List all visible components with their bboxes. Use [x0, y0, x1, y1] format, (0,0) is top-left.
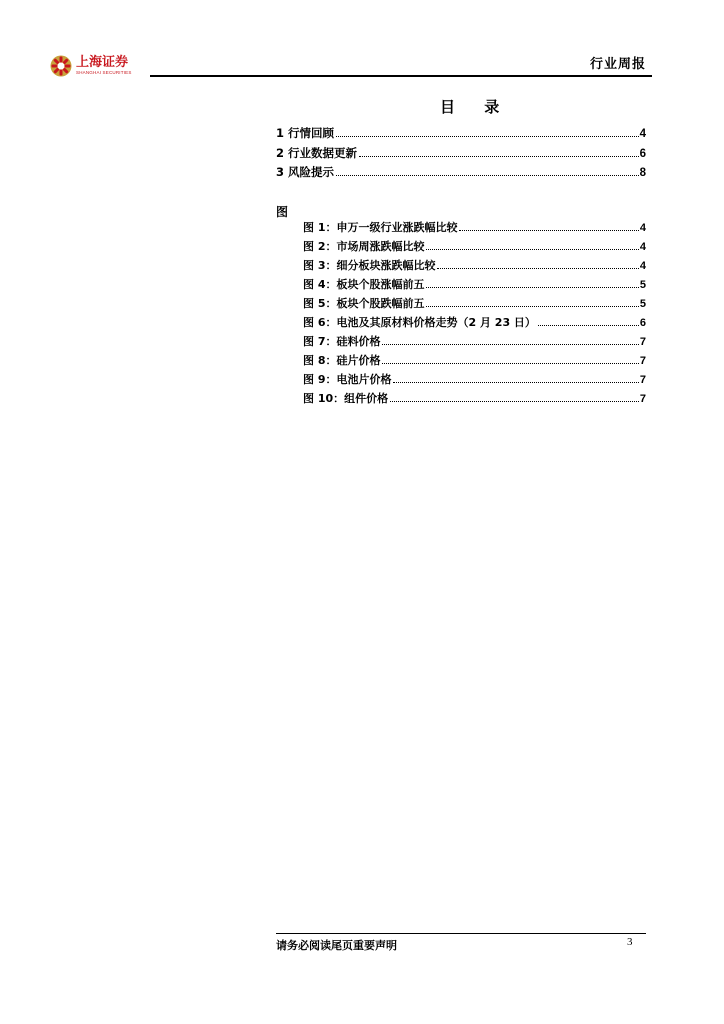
figure-entry[interactable]: [303, 219, 646, 238]
figure-leader-dots: [538, 324, 639, 326]
figure-entry-page: 6: [639, 317, 646, 329]
toc-leader-dots: [359, 155, 639, 157]
figure-entry-label: 图 2：市场周涨跌幅比较: [303, 240, 425, 253]
figure-entry-page: 5: [639, 298, 646, 310]
toc-entry[interactable]: [276, 125, 646, 145]
figure-entry[interactable]: [303, 238, 646, 257]
company-logo: [50, 55, 132, 77]
figure-leader-dots: [459, 229, 638, 231]
logo-chinese-name: 上海证券: [76, 55, 129, 71]
figure-entry-label: 图 7：硅料价格: [303, 335, 381, 348]
page-header: [0, 0, 724, 80]
figure-list-heading: 图: [276, 205, 289, 219]
figure-leader-dots: [390, 400, 639, 402]
figure-entry[interactable]: [303, 371, 646, 390]
toc-leader-dots: [336, 135, 639, 137]
toc-list: [276, 125, 646, 184]
figure-leader-dots: [382, 362, 638, 364]
figure-entry-page: 7: [639, 355, 646, 367]
figure-leader-dots: [382, 343, 638, 345]
figure-entry[interactable]: [303, 390, 646, 409]
toc-leader-dots: [336, 174, 639, 176]
figure-entry-page: 4: [639, 260, 646, 272]
figure-entry[interactable]: [303, 295, 646, 314]
figure-entry-label: 图 1：申万一级行业涨跌幅比较: [303, 221, 458, 234]
toc-entry-label: 2 行业数据更新: [276, 145, 358, 160]
figure-entry-page: 4: [639, 222, 646, 234]
figure-entry-label: 图 4：板块个股涨幅前五: [303, 278, 425, 291]
figure-entry[interactable]: [303, 314, 646, 333]
header-divider: [150, 75, 652, 77]
toc-entry-label: 1 行情回顾: [276, 126, 335, 140]
footer-divider: [276, 933, 646, 934]
toc-entry-page: 8: [639, 167, 646, 179]
toc-entry-page: 4: [639, 128, 646, 140]
figure-entry-page: 5: [639, 279, 646, 291]
figure-leader-dots: [426, 248, 638, 250]
toc-entry[interactable]: [276, 164, 646, 184]
figure-leader-dots: [426, 305, 638, 307]
figure-entry-label: 图 3：细分板块涨跌幅比较: [303, 259, 436, 272]
page-number: 3: [627, 936, 633, 948]
logo-english-name: SHANGHAI SECURITIES: [76, 70, 132, 76]
figure-entry[interactable]: [303, 257, 646, 276]
figure-entry-page: 7: [639, 336, 646, 348]
figure-entry-label: 图 10：组件价格: [303, 392, 389, 405]
figure-entry[interactable]: [303, 352, 646, 371]
toc-entry-label: 3 风险提示: [276, 165, 335, 179]
report-type-label: 行业周报: [589, 57, 646, 72]
figure-entry-label: 图 6：电池及其原材料价格走势（2 月 23 日）: [303, 316, 536, 329]
figure-entry-page: 7: [639, 393, 646, 405]
figure-entry[interactable]: [303, 276, 646, 295]
toc-title: 目 录: [440, 98, 512, 116]
figure-leader-dots: [437, 267, 638, 269]
toc-entry[interactable]: [276, 145, 646, 165]
toc-entry-page: 6: [639, 147, 646, 160]
figure-leader-dots: [393, 381, 638, 383]
figure-entry-label: 图 8：硅片价格: [303, 354, 381, 367]
logo-emblem-icon: [50, 55, 72, 77]
figure-entry-page: 4: [639, 241, 646, 253]
figure-list: [303, 219, 646, 409]
footer-disclaimer-notice: 请务必阅读尾页重要声明: [276, 939, 397, 952]
figure-entry[interactable]: [303, 333, 646, 352]
figure-entry-page: 7: [639, 374, 646, 386]
figure-entry-label: 图 9：电池片价格: [303, 373, 392, 386]
figure-leader-dots: [426, 286, 638, 288]
figure-entry-label: 图 5：板块个股跌幅前五: [303, 297, 425, 310]
